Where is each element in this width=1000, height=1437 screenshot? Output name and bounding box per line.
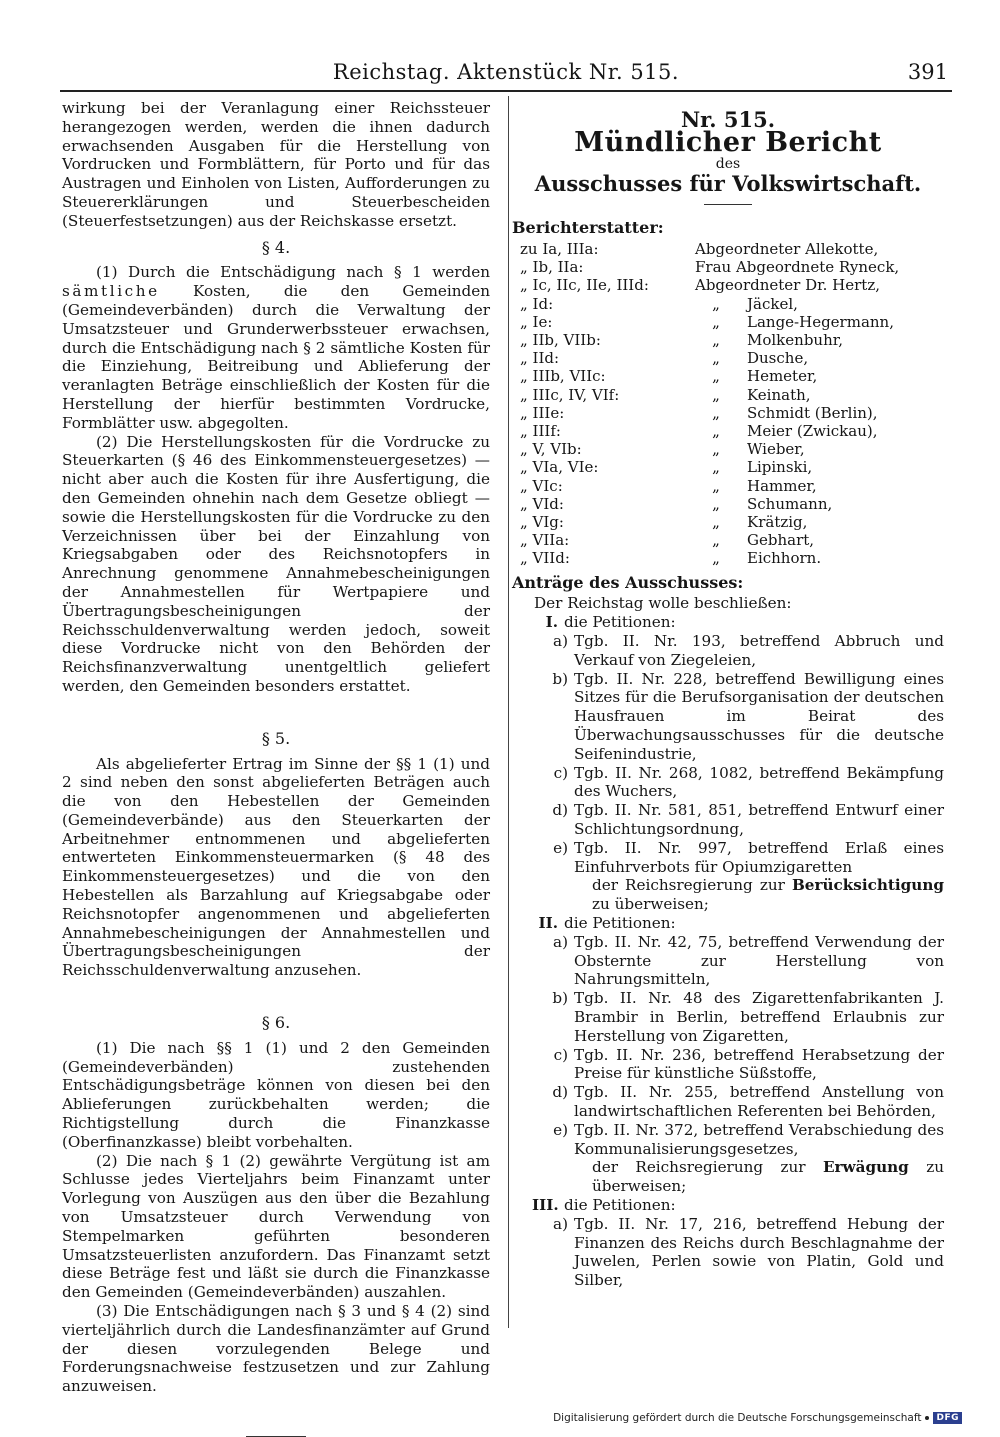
reporter-name: Meier (Zwickau), bbox=[747, 422, 878, 441]
petition-letter: e) bbox=[553, 838, 568, 857]
section-6-paragraph-2: (2) Die nach § 1 (2) gewährte Vergütung ist am Schlusse jedes Vierteljahrs beim Finanzamt unter Vorlegung von Auszügen aus den über die Bezahlung von Umsatzsteuer durch Verwendung von Stempelmarken geführten besonderen Umsatzsteuerlisten anzufordern. Das Finanzamt setzt diese Beträge fest und läßt sie durch die Finanzkasse den Gemeinden (Gemeindeverbänden) auszahlen. bbox=[62, 1151, 490, 1302]
petition-item bbox=[542, 839, 944, 877]
motions-list bbox=[512, 613, 944, 1290]
recommendation-keyword: Erwägung bbox=[822, 1158, 909, 1177]
reporter-name: Lange-Hegermann, bbox=[747, 312, 894, 331]
petition-letter: d) bbox=[552, 1083, 568, 1102]
reporter-name: Hemeter, bbox=[747, 367, 818, 386]
motion-group-label: die Petitionen: bbox=[564, 1195, 676, 1214]
section-heading-5: § 5. bbox=[261, 728, 291, 748]
ditto-mark: „ bbox=[712, 294, 720, 313]
petition-text: Tgb. II. Nr. 268, 1082, betreffend Bekämpfung des Wuchers, bbox=[574, 763, 944, 801]
ditto-mark: „ bbox=[712, 440, 720, 459]
reporter-row bbox=[512, 349, 944, 367]
reporter-row bbox=[512, 549, 944, 567]
section-6-paragraph-3: (3) Die Entschädigungen nach § 3 und § 4 (2) sind vierteljährlich durch die Landesfinanzämter auf Grund der diesen vorzulegenden Belege und Forderungsnachweise festzusetzen und zur Zahlung anzuweisen. bbox=[62, 1302, 490, 1396]
reporter-row bbox=[512, 404, 944, 422]
recommendation bbox=[592, 876, 944, 914]
petition-item bbox=[542, 670, 944, 764]
motion-group-label: die Petitionen: bbox=[564, 913, 676, 932]
reporter-name: Molkenbuhr, bbox=[747, 331, 844, 349]
reporter-name: Wieber, bbox=[747, 440, 805, 459]
ditto-mark: „ bbox=[712, 549, 720, 568]
ditto-mark: „ bbox=[712, 458, 720, 477]
petition-text: Tgb. II. Nr. 581, 851, betreffend Entwurf einer Schlichtungsordnung, bbox=[574, 801, 944, 838]
petition-item bbox=[542, 764, 944, 802]
motion-group-heading bbox=[532, 613, 944, 632]
reporter-assignment: „ IIIe: bbox=[520, 403, 565, 422]
reporter-assignment: „ VId: bbox=[520, 494, 564, 513]
reporter-name: Dusche, bbox=[747, 349, 809, 368]
recommendation-prefix: der Reichsregierung zur bbox=[592, 876, 785, 895]
reporter-row bbox=[512, 440, 944, 458]
petition-letter: a) bbox=[553, 1214, 568, 1233]
reporter-assignment: zu Ia, IIIa: bbox=[520, 239, 599, 258]
motion-group-number: II. bbox=[538, 913, 558, 932]
motions-heading: Anträge des Ausschusses: bbox=[512, 572, 744, 592]
reporter-assignment: „ VIa, VIe: bbox=[520, 458, 599, 477]
footer-credit-text: Digitalisierung gefördert durch die Deutsche Forschungsgemeinschaft bbox=[553, 1412, 922, 1424]
recommendation-suffix: zu überweisen; bbox=[592, 1158, 945, 1196]
reporter-assignment: „ Id: bbox=[520, 294, 554, 313]
title-rule bbox=[704, 204, 752, 205]
petition-text: Tgb. II. Nr. 228, betreffend Bewilligung eines Sitzes für die Berufsorganisation der deutschen Hausfrauen im Beirat des Überwachungsausschusses für die deutsche Seifenindustrie, bbox=[574, 669, 944, 763]
section-4-paragraph-2: (2) Die Herstellungskosten für die Vordrucke zu Steuerkarten (§ 46 des Einkommensteuergesetzes) — nicht aber auch die Kosten für ihre Ausfertigung, die den Gemeinden ohnehin nach dem Gesetze obliegt — sowie die Herstellungskosten für die Vordrucke zu den Verzeichnissen über bei der Einzahlung von Kriegsabgaben oder des Reichsnotopfers in Anrechnung genommene Annahmebescheinigungen der Annahmestellen für Wertpapiere und Übertragungsbescheinigungen der Reichsschuldenverwaltung werden jedoch, soweit diese Vordrucke nicht von den Behörden der Reichsfinanzverwaltung unentgeltlich geliefert werden, den Gemeinden besonders erstattet. bbox=[62, 432, 490, 695]
petition-letter: c) bbox=[553, 1045, 568, 1064]
ditto-mark: „ bbox=[712, 422, 720, 441]
petition-item bbox=[542, 1083, 944, 1121]
reporter-row bbox=[512, 477, 944, 495]
reporter-row bbox=[512, 386, 944, 404]
reporter-row bbox=[512, 240, 944, 258]
reporter-assignment: „ IIIc, IV, VIf: bbox=[520, 385, 620, 404]
motion-group-number: I. bbox=[545, 613, 558, 632]
title-des: des bbox=[715, 155, 741, 172]
reporter-name: Eichhorn. bbox=[747, 549, 822, 568]
reporter-row bbox=[512, 531, 944, 549]
reporter-assignment: „ Ic, IIc, IIe, IIId: bbox=[520, 276, 649, 295]
report-title: Mündlicher Bericht bbox=[574, 126, 882, 158]
reporter-row bbox=[512, 458, 944, 476]
petition-text: Tgb. II. Nr. 193, betreffend Abbruch und Verkauf von Ziegeleien, bbox=[574, 632, 944, 669]
motion-group-heading bbox=[532, 914, 944, 933]
petition-letter: b) bbox=[552, 669, 568, 688]
reporter-row bbox=[512, 258, 944, 276]
petition-text: Tgb. II. Nr. 236, betreffend Herabsetzung der Preise für künstliche Süßstoffe, bbox=[574, 1045, 944, 1083]
reporters-heading: Berichterstatter: bbox=[512, 218, 664, 238]
section-6-paragraph-1: (1) Die nach §§ 1 (1) und 2 den Gemeinden (Gemeindeverbänden) zustehenden Entschädigungsbeträge können von diesen bei den Ablieferungen zurückbehalten werden; die Richtigstellung durch die Finanzkasse (Oberfinanzkasse) bleibt vorbehalten. bbox=[62, 1038, 490, 1151]
ditto-mark: „ bbox=[712, 403, 720, 422]
left-column bbox=[62, 99, 490, 1437]
right-column bbox=[512, 99, 944, 1290]
recommendation-suffix: zu überweisen; bbox=[592, 895, 709, 914]
reporter-assignment: „ VIIa: bbox=[520, 531, 570, 550]
reporter-assignment: „ IIIb, VIIc: bbox=[520, 367, 606, 386]
petition-text: Tgb. II. Nr. 255, betreffend Anstellung von landwirtschaftlichen Referenten bei Behörden, bbox=[574, 1083, 944, 1120]
ditto-mark: „ bbox=[712, 494, 720, 513]
column-divider bbox=[508, 96, 509, 1328]
petition-letter: a) bbox=[553, 932, 568, 951]
petition-item bbox=[542, 933, 944, 989]
motion-group-label: die Petitionen: bbox=[564, 613, 676, 632]
petition-letter: c) bbox=[553, 763, 568, 782]
reporter-row bbox=[512, 313, 944, 331]
document-number: Nr. 515. bbox=[680, 107, 776, 132]
reporter-assignment: „ V, VIb: bbox=[520, 440, 582, 459]
petition-text: Tgb. II. Nr. 372, betreffend Verabschiedung des Kommunalisierungsgesetzes, bbox=[574, 1120, 944, 1158]
ditto-mark: „ bbox=[712, 331, 720, 349]
petition-item bbox=[542, 1046, 944, 1084]
petition-letter: a) bbox=[553, 632, 568, 651]
section-4-paragraph-1: (1) Durch die Entschädigung nach § 1 werden sämtliche Kosten, die den Gemeinden (Gemeindeverbänden) durch die Verwaltung der Umsatzsteuer und Grunderwerbssteuer erwachsen, durch die Entschädigung nach § 2 sämtliche Kosten für die Einziehung, Beitreibung und Ablieferung der veranlagten Beträge einschließlich der Kosten für die Herstellung der hierfür bestimmten Vordrucke, Formblätter usw. abgegolten. bbox=[62, 263, 490, 432]
petition-item bbox=[542, 1215, 944, 1290]
running-title: Reichstag. Aktenstück Nr. 515. bbox=[332, 60, 680, 84]
recommendation-prefix: der Reichsregierung zur bbox=[592, 1158, 806, 1177]
intro-paragraph: wirkung bei der Veranlagung einer Reichssteuer herangezogen werden, werden die ihnen dadurch erwachsenden Ausgaben für die Herstellung von Vordrucken und Formblättern, für Porto und für das Austragen und Einholen von Listen, Aufforderungen zu Steuererklärungen und Steuerbescheiden (Steuerfestsetzungen) aus der Reichskasse ersetzt. bbox=[62, 99, 490, 230]
reporter-assignment: „ Ib, IIa: bbox=[520, 258, 584, 277]
motion-group-number: III. bbox=[532, 1195, 559, 1214]
reporter-name: Schmidt (Berlin), bbox=[747, 403, 878, 422]
reporter-row bbox=[512, 513, 944, 531]
committee-name: Ausschusses für Volkswirtschaft. bbox=[534, 171, 922, 197]
ditto-mark: „ bbox=[712, 531, 720, 550]
ditto-mark: „ bbox=[712, 349, 720, 368]
petition-text: Tgb. II. Nr. 17, 216, betreffend Hebung der Finanzen des Reichs durch Beschlagnahme der Juwelen, Perlen sowie von Platin, Gold und Silber, bbox=[574, 1214, 944, 1290]
motions-intro: Der Reichstag wolle beschließen: bbox=[534, 594, 792, 613]
reporter-row bbox=[512, 422, 944, 440]
motion-group-heading bbox=[532, 1196, 944, 1215]
ditto-mark: „ bbox=[712, 476, 720, 495]
reporter-name: Frau Abgeordnete Ryneck, bbox=[695, 258, 900, 277]
reporter-name: Abgeordneter Dr. Hertz, bbox=[695, 276, 881, 295]
reporter-assignment: „ Ie: bbox=[520, 312, 553, 331]
reporter-assignment: „ IId: bbox=[520, 349, 560, 368]
reporter-assignment: „ VIg: bbox=[520, 513, 564, 532]
ditto-mark: „ bbox=[712, 367, 720, 386]
reporter-assignment: „ IIb, VIIb: bbox=[520, 331, 601, 349]
reporter-name: Schumann, bbox=[747, 494, 833, 513]
recommendation bbox=[592, 1158, 944, 1196]
ditto-mark: „ bbox=[712, 385, 720, 404]
bullet-icon bbox=[925, 1416, 929, 1420]
reporter-row bbox=[512, 276, 944, 294]
dfg-logo: DFG bbox=[933, 1412, 962, 1424]
petition-text: Tgb. II. Nr. 42, 75, betreffend Verwendung der Obsternte zur Herstellung von Nahrungsmitteln, bbox=[574, 932, 944, 989]
petition-item bbox=[542, 989, 944, 1045]
petition-item bbox=[542, 801, 944, 839]
petition-item bbox=[542, 632, 944, 670]
page-number: 391 bbox=[907, 60, 948, 84]
ditto-mark: „ bbox=[712, 513, 720, 532]
petition-text: Tgb. II. Nr. 997, betreffend Erlaß eines Einfuhrverbots für Opiumzigaretten bbox=[574, 838, 944, 876]
ditto-mark: „ bbox=[712, 312, 720, 331]
reporter-name: Jäckel, bbox=[747, 294, 798, 313]
petition-text: Tgb. II. Nr. 48 des Zigarettenfabrikanten J. Brambir in Berlin, betreffend Erlaubnis zur Herstellung von Zigaretten, bbox=[574, 989, 944, 1045]
reporter-name: Krätzig, bbox=[747, 513, 808, 532]
reporter-name: Hammer, bbox=[747, 476, 817, 495]
reporter-assignment: „ VIc: bbox=[520, 476, 563, 495]
reporter-row bbox=[512, 367, 944, 385]
petition-letter: d) bbox=[552, 801, 568, 820]
section-heading-4: § 4. bbox=[261, 237, 291, 257]
petition-letter: e) bbox=[553, 1120, 568, 1139]
petition-letter: b) bbox=[552, 989, 568, 1008]
reporter-name: Abgeordneter Allekotte, bbox=[695, 239, 879, 258]
reporter-row bbox=[512, 295, 944, 313]
reporter-row bbox=[512, 495, 944, 513]
reporters-list bbox=[512, 240, 944, 568]
reporter-assignment: „ IIIf: bbox=[520, 422, 561, 441]
page-header bbox=[60, 56, 952, 92]
reporter-row bbox=[512, 331, 944, 349]
footer-credit bbox=[553, 1412, 962, 1424]
reporter-assignment: „ VIId: bbox=[520, 549, 570, 568]
recommendation-keyword: Berücksichtigung bbox=[791, 876, 944, 895]
petition-item bbox=[542, 1121, 944, 1159]
reporter-name: Keinath, bbox=[747, 385, 811, 404]
reporter-name: Lipinski, bbox=[747, 458, 813, 477]
section-heading-6: § 6. bbox=[261, 1013, 291, 1033]
reporter-name: Gebhart, bbox=[747, 531, 815, 550]
section-5-paragraph-1: Als abgelieferter Ertrag im Sinne der §§ 1 (1) und 2 sind neben den sonst abgelieferten Beträgen auch die von den Hebestellen der Gemeinden (Gemeindeverbände) aus den Steuerkarten der Arbeitnehmer entnommenen und abgelieferten entwerteten Einkommensteuermarken (§ 48 des Einkommensteuergesetzes) und die von den Hebestellen als Barzahlung auf Kriegsabgabe oder Reichsnotopfer angenommenen und abgelieferten Annahmebescheinigungen der Annahmestellen und Übertragungsbescheinigungen der Reichsschuldenverwaltung anzusehen. bbox=[62, 754, 490, 980]
